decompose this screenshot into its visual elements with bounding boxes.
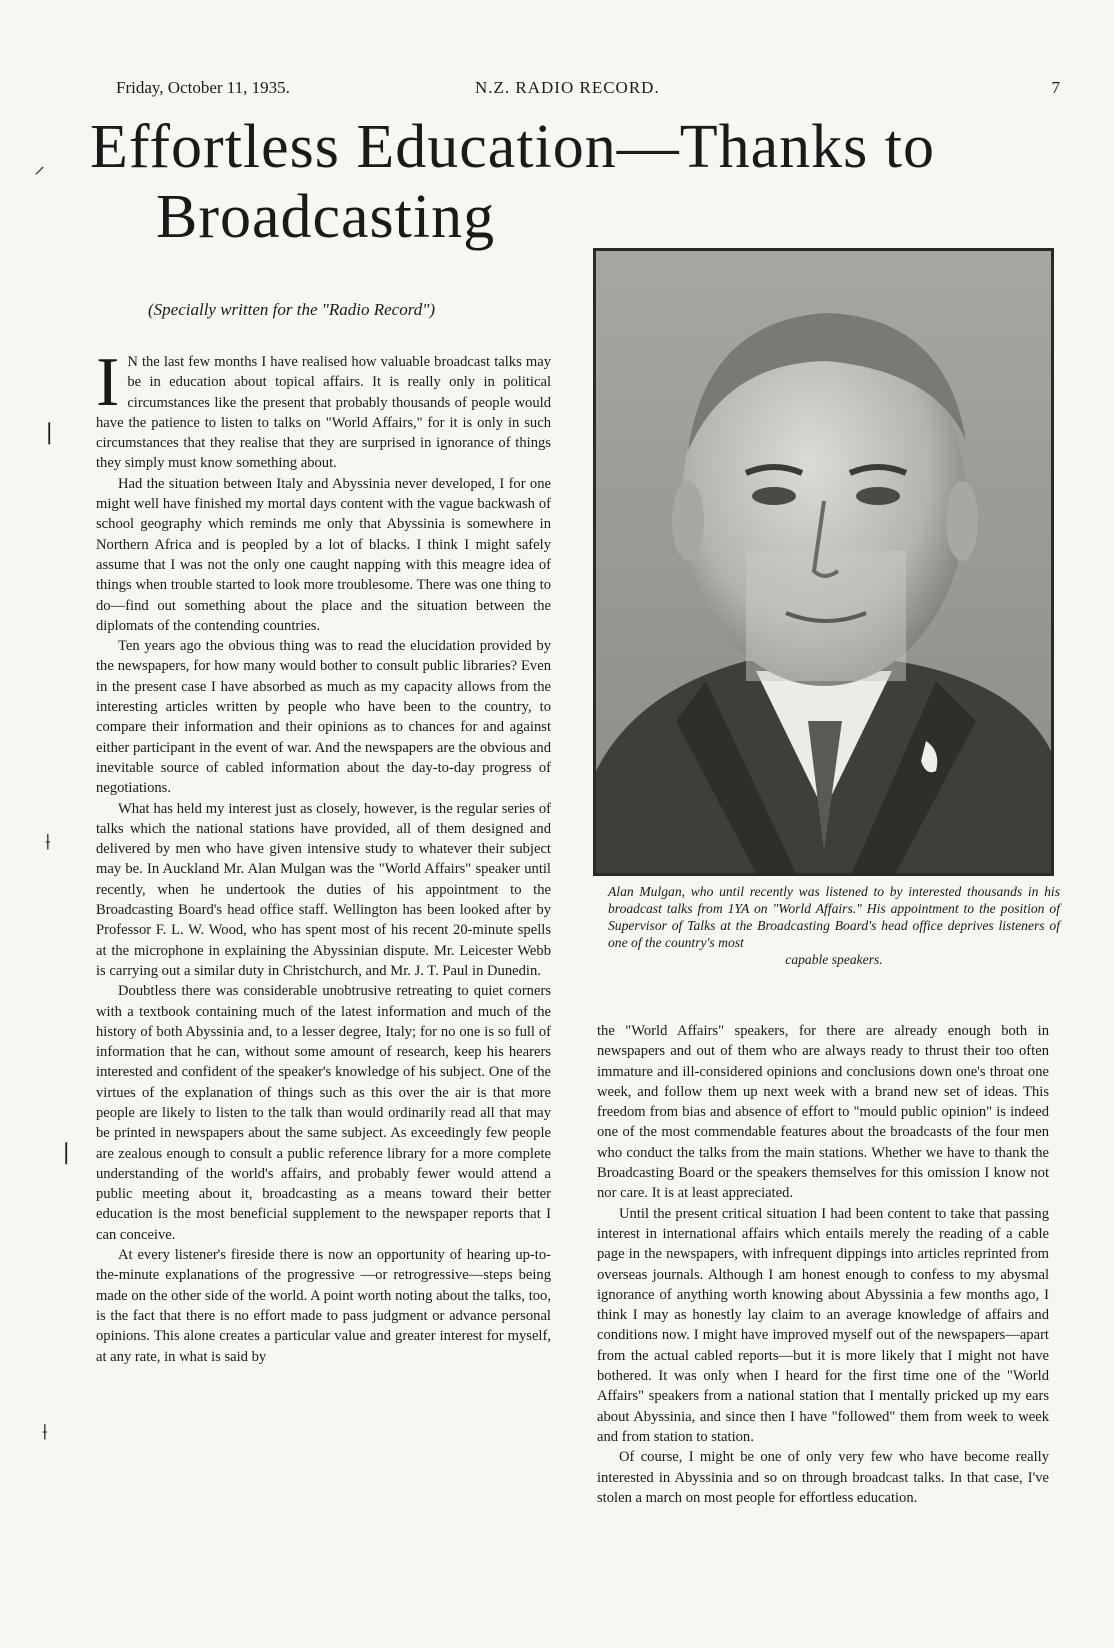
byline: (Specially written for the "Radio Record") bbox=[148, 300, 435, 319]
issue-date: Friday, October 11, 1935. bbox=[116, 78, 290, 97]
paragraph: Until the present critical situation I had been content to take that passing interest in international affairs which entails merely the reading of a cable page in the newspapers, with infrequent dippings into articles reprinted from overseas journals. Although I am honest enough to confess to my abysmal ignorance of anything worth knowing about Abyssinia a few months ago, I think I may as honestly lay claim to an average knowledge of affairs and conditions now. I might have improved myself out of the newspapers—apart from the actual cabled reports—but it is more likely that I might not have bothered. It was only when I heard for the first time one of the "World Affairs" speakers from a national station that I mentally pricked up my ears about Abyssinia, and since then I have "followed" them from week to week and from station to station. bbox=[597, 1205, 1049, 1445]
drop-cap: I bbox=[96, 344, 120, 421]
paragraph: Of course, I might be one of only very few who have become really interested in Abyssinia and so on through broadcast talks. In that case, I've stolen a march on most people for effortless education. bbox=[597, 1449, 1049, 1506]
paragraph: Had the situation between Italy and Abyssinia never developed, I for one might well have finished my mortal days content with the vague backwash of school geography which reminds me only that Abyssinia is somewhere in Northern Africa and is peopled by a lot of blacks. I think I might safely assume that I was not the only one caught napping with this meagre idea of things when trouble started to look more troublesome. There was one thing to do—find out something about the place and the situation between the diplomats of the contending countries. bbox=[96, 475, 551, 634]
portrait-illustration bbox=[596, 251, 1051, 873]
photo-caption bbox=[608, 883, 1060, 968]
right-column bbox=[597, 1021, 1049, 1508]
page-number: 7 bbox=[1051, 78, 1060, 97]
paragraph: Doubtless there was considerable unobtrusive retreating to quiet corners with a textbook containing much of the latest information and much of the history of both Abyssinia and, to a lesser degree, Italy; for no one is so full of information that he can, without some amount of research, keep his hearers interested and confident of the speaker's knowledge of his subject. One of the virtues of the explanation of things such as this over the air is that more people are likely to listen to the talk than would ordinarily read all that may be printed in newspapers about the same subject. As exceedingly few people are zealous enough to consult a public reference library for a more complete understanding of the world's affairs, and probably fewer would attend a public meeting about it, broadcasting as a means toward their better education is the most beneficial supplement to the newspaper reports that I can conceive. bbox=[96, 983, 551, 1243]
page-header bbox=[110, 78, 1060, 104]
paragraph: N the last few months I have realised how valuable broadcast talks may be in education about topical affairs. It is really only in political circumstances like the present that probably thousands of people would have the patience to listen to talks on "World Affairs," for it is only in such circumstances that they realise that they are surprised in ignorance of things they simply must know something about. bbox=[96, 354, 551, 472]
left-column bbox=[96, 344, 551, 1367]
paragraph: the "World Affairs" speakers, for there are already enough both in newspapers and out of them who are always ready to thrust their too often immature and ill-considered opinions and conclusions down one's throat one week, and follow them up next week with a brand new set of ideas. This freedom from bias and absence of effort to "mould public opinion" is indeed one of the most commendable features about the broadcasts of the four men who conduct the talks from the main stations. Whether we have to thank the Broadcasting Board or the speakers themselves for this omission I know not nor care. It is at least appreciated. bbox=[597, 1023, 1049, 1202]
margin-mark: ❘ bbox=[40, 420, 59, 445]
caption-end: capable speakers. bbox=[785, 952, 883, 967]
article-title bbox=[90, 112, 1080, 252]
portrait-photo bbox=[593, 248, 1054, 876]
paragraph: What has held my interest just as closely, however, is the regular series of talks which the national stations have provided, all of them designed and delivered by men who have given intensive study to whatever their subject may be. In Auckland Mr. Alan Mulgan was the "World Affairs" speaker until recently, when he undertook the duties of his appointment to the Broadcasting Board's head office staff. Wellington has been looked after by Professor F. L. W. Wood, who has spent most of his recent 20-minute spells at the microphone in explaining the Abyssinian dispute. Mr. Leicester Webb is carrying out a similar duty in Christchurch, and Mr. J. T. Paul in Dunedin. bbox=[96, 800, 551, 979]
caption-text: Alan Mulgan, who until recently was listened to by interested thousands in his broadcast talks from 1YA on "World Affairs." His appointment to the position of Supervisor of Talks at the Broadcasting Board's head office deprives listeners of one of the country's most bbox=[608, 884, 1060, 950]
publication-name: N.Z. RADIO RECORD. bbox=[475, 78, 660, 97]
margin-mark: ⟊ bbox=[45, 830, 51, 855]
margin-mark: ❘ bbox=[57, 1140, 76, 1165]
paragraph: At every listener's fireside there is now an opportunity of hearing up-to-the-minute explanations of the progressive —or retrogressive—steps being made on the other side of the world. A point worth noting about the talks, too, is the fact that there is no effort made to pass judgment or advance personal opinions. This alone creates a particular value and greater interest for myself, at any rate, in what is said by bbox=[96, 1247, 551, 1365]
margin-mark: ⸝ bbox=[34, 154, 46, 179]
title-line-1: Effortless Education—Thanks to bbox=[90, 113, 936, 181]
paragraph: Ten years ago the obvious thing was to read the elucidation provided by the newspapers, for how many would bother to consult public libraries? Even in the present case I have absorbed as much as my capacity allows from the interesting articles written by people who have been to the country, to compare their information and their opinions as to chances for and against either participant in the event of war. And the newspapers are the obvious and inevitable source of cabled information about the day-to-day progress of negotiations. bbox=[96, 638, 551, 797]
margin-mark: ⟊ bbox=[42, 1420, 48, 1445]
title-line-2: Broadcasting bbox=[156, 183, 496, 251]
